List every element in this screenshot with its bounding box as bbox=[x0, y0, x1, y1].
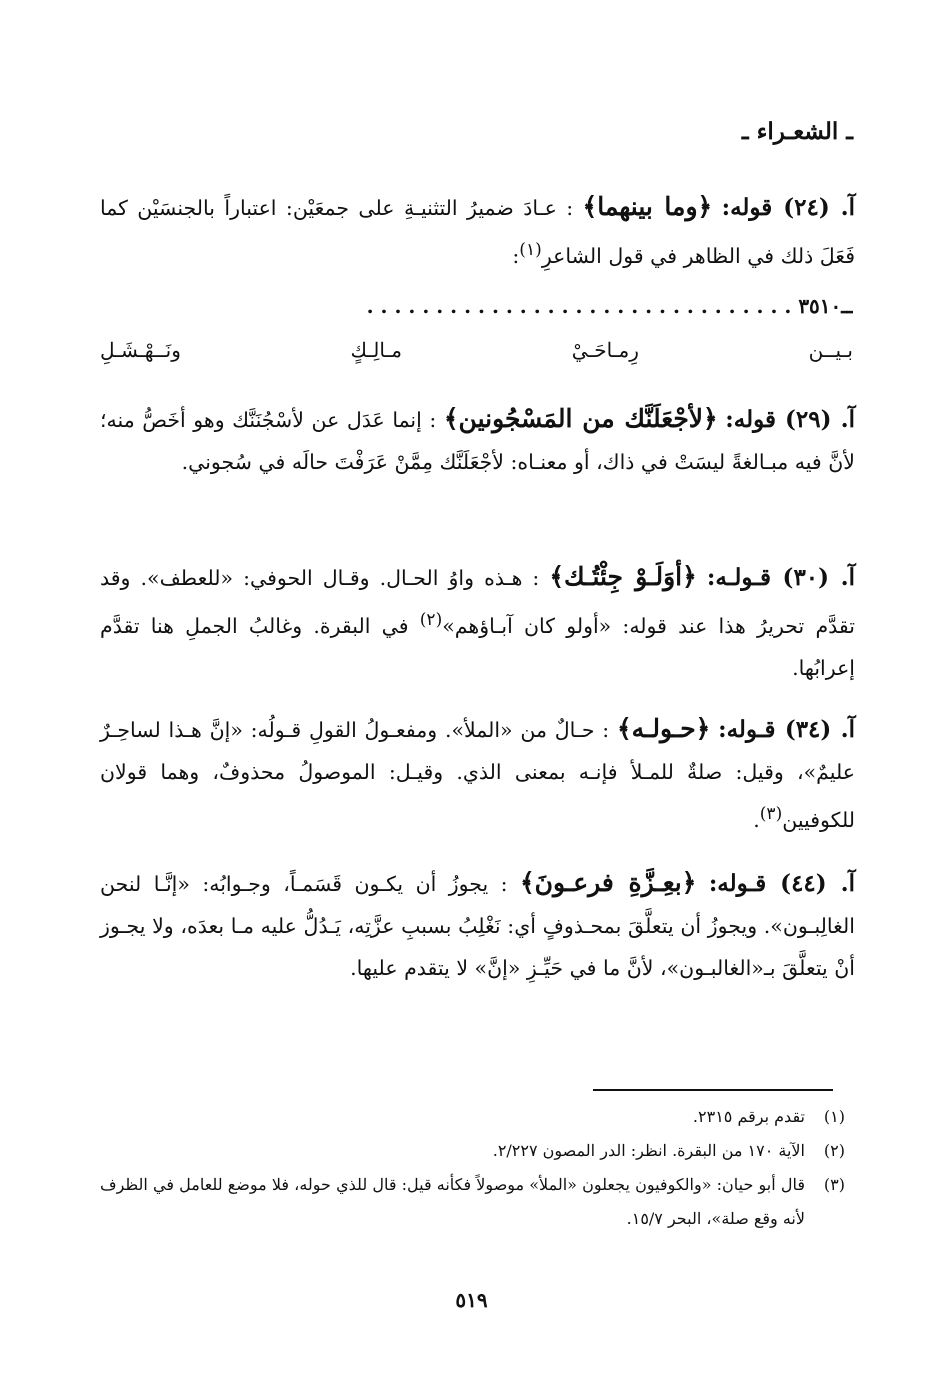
footnote-ref: (٢) bbox=[419, 610, 443, 630]
poem-hemistich: بـيــن رِمـاحَـيْ مـالِـكٍ ونَــهْـشَـلِ bbox=[100, 338, 853, 362]
commentary-verse-34 bbox=[100, 708, 855, 841]
poem-number-line: ــ٣٥١٠ . . . . . . . . . . . . . . . . . . . . . . . . . . . . . . . bbox=[366, 294, 853, 318]
commentary-verse-24 bbox=[100, 186, 855, 277]
verse-number: آ. (٣٠) قـولـه: bbox=[706, 564, 855, 591]
footnote-number: (٣) bbox=[823, 1175, 845, 1194]
quran-quote: ﴿لأجْعَلَنَّك من المَسْجُونين﴾ bbox=[443, 404, 718, 433]
footnote-ref: (٣) bbox=[759, 804, 783, 824]
footnotes bbox=[100, 1100, 845, 1236]
verse-number: آ. (٢٤) قوله: bbox=[721, 194, 855, 221]
commentary-text-end: في البقرة. وغالبُ الجملِ هنا تقدَّم إعرابُها. bbox=[100, 613, 855, 680]
commentary-text-end: : bbox=[512, 243, 520, 268]
verse-number: آ. (٣٤) قـوله: bbox=[718, 716, 855, 743]
footnote-1 bbox=[100, 1100, 845, 1134]
verse-number: آ. (٤٤) قـوله: bbox=[708, 870, 855, 897]
commentary-text: : يجوزُ أن يكـون قَسَمـاً، وجـوابُه: «إنَّـا لنحن الغالِبـون». ويجوزُ أن يتعلَّقَ بمحـذوفٍ أي: نَغْلِبُ بسببِ عزَّتِه، يَـدُلُّ عليه مـا بعدَه، ولا يجـوز أنْ يتعلَّقَ بـ«الغالبـون»، لأنَّ ما في حَيِّـزِ «إنَّ» لا يتقدم عليها. bbox=[100, 872, 855, 980]
commentary-text: : عـادَ ضميرُ التثنيـةِ على جمعَيْن: اعتباراً بالجنسَيْن كما فَعَلَ ذلك في الظاهر في قول الشاعرِ bbox=[100, 196, 855, 268]
footnote-number: (١) bbox=[823, 1107, 845, 1126]
quran-quote: ﴿بعِـزَّةِ فرعـونَ﴾ bbox=[519, 868, 697, 897]
commentary-text: : هـذه واوُ الحـال. وقـال الحوفي: «للعطف». وقد تقدَّم تحريرُ هذا عند قوله: «أولو كان آبـاؤهم» bbox=[100, 566, 855, 638]
commentary-verse-30 bbox=[100, 556, 855, 689]
commentary-verse-44 bbox=[100, 862, 855, 989]
footnote-number: (٢) bbox=[823, 1141, 845, 1160]
quran-quote: ﴿وما بينهما﴾ bbox=[582, 192, 713, 221]
quran-quote: ﴿أوَلَـوْ جِئْتُـك﴾ bbox=[549, 562, 697, 591]
commentary-text: : حـالٌ من «الملأ». ومفعـولُ القولِ قـولُه: «إنَّ هـذا لساحِـرٌ عليمٌ»، وقيل: صلةٌ للمـلأ فإنـه بمعنى الذي. وقيـل: الموصولُ محذوفٌ، وهما قولان للكوفيين bbox=[100, 718, 855, 832]
footnote-text: الآية ١٧٠ من البقرة. انظر: الدر المصون ٢/٢٢٧. bbox=[492, 1141, 805, 1160]
footnote-ref: (١) bbox=[519, 240, 542, 260]
footnote-divider bbox=[593, 1089, 833, 1091]
page-number: ٥١٩ bbox=[455, 1288, 488, 1312]
commentary-verse-29 bbox=[100, 398, 855, 483]
commentary-text-end: . bbox=[753, 807, 760, 832]
footnote-text: قال أبو حيان: «والكوفيون يجعلون «الملأ» موصولاً فكأنه قيل: قال للذي حوله، فلا موضع للعامل في الظرف لأنه وقع صلة»، البحر ١٥/٧. bbox=[100, 1175, 805, 1228]
footnote-3 bbox=[100, 1168, 845, 1236]
quran-quote: ﴿حـولـه﴾ bbox=[616, 714, 711, 743]
running-header: ـ الشعـراء ـ bbox=[741, 118, 853, 145]
footnote-text: تقدم برقم ٢٣١٥. bbox=[692, 1107, 805, 1126]
verse-number: آ. (٢٩) قوله: bbox=[725, 406, 855, 433]
commentary-text: : إنما عَدَل عن لأسْجُنَنَّك وهو أخَصُّ منه؛ لأنَّ فيه مبـالغةً ليسَتْ في ذاك، أو معنـاه: لأجْعَلَنَّك مِمَّنْ عَرَفْتَ حالَه في سُجوني. bbox=[100, 408, 855, 474]
footnote-2 bbox=[100, 1134, 845, 1168]
